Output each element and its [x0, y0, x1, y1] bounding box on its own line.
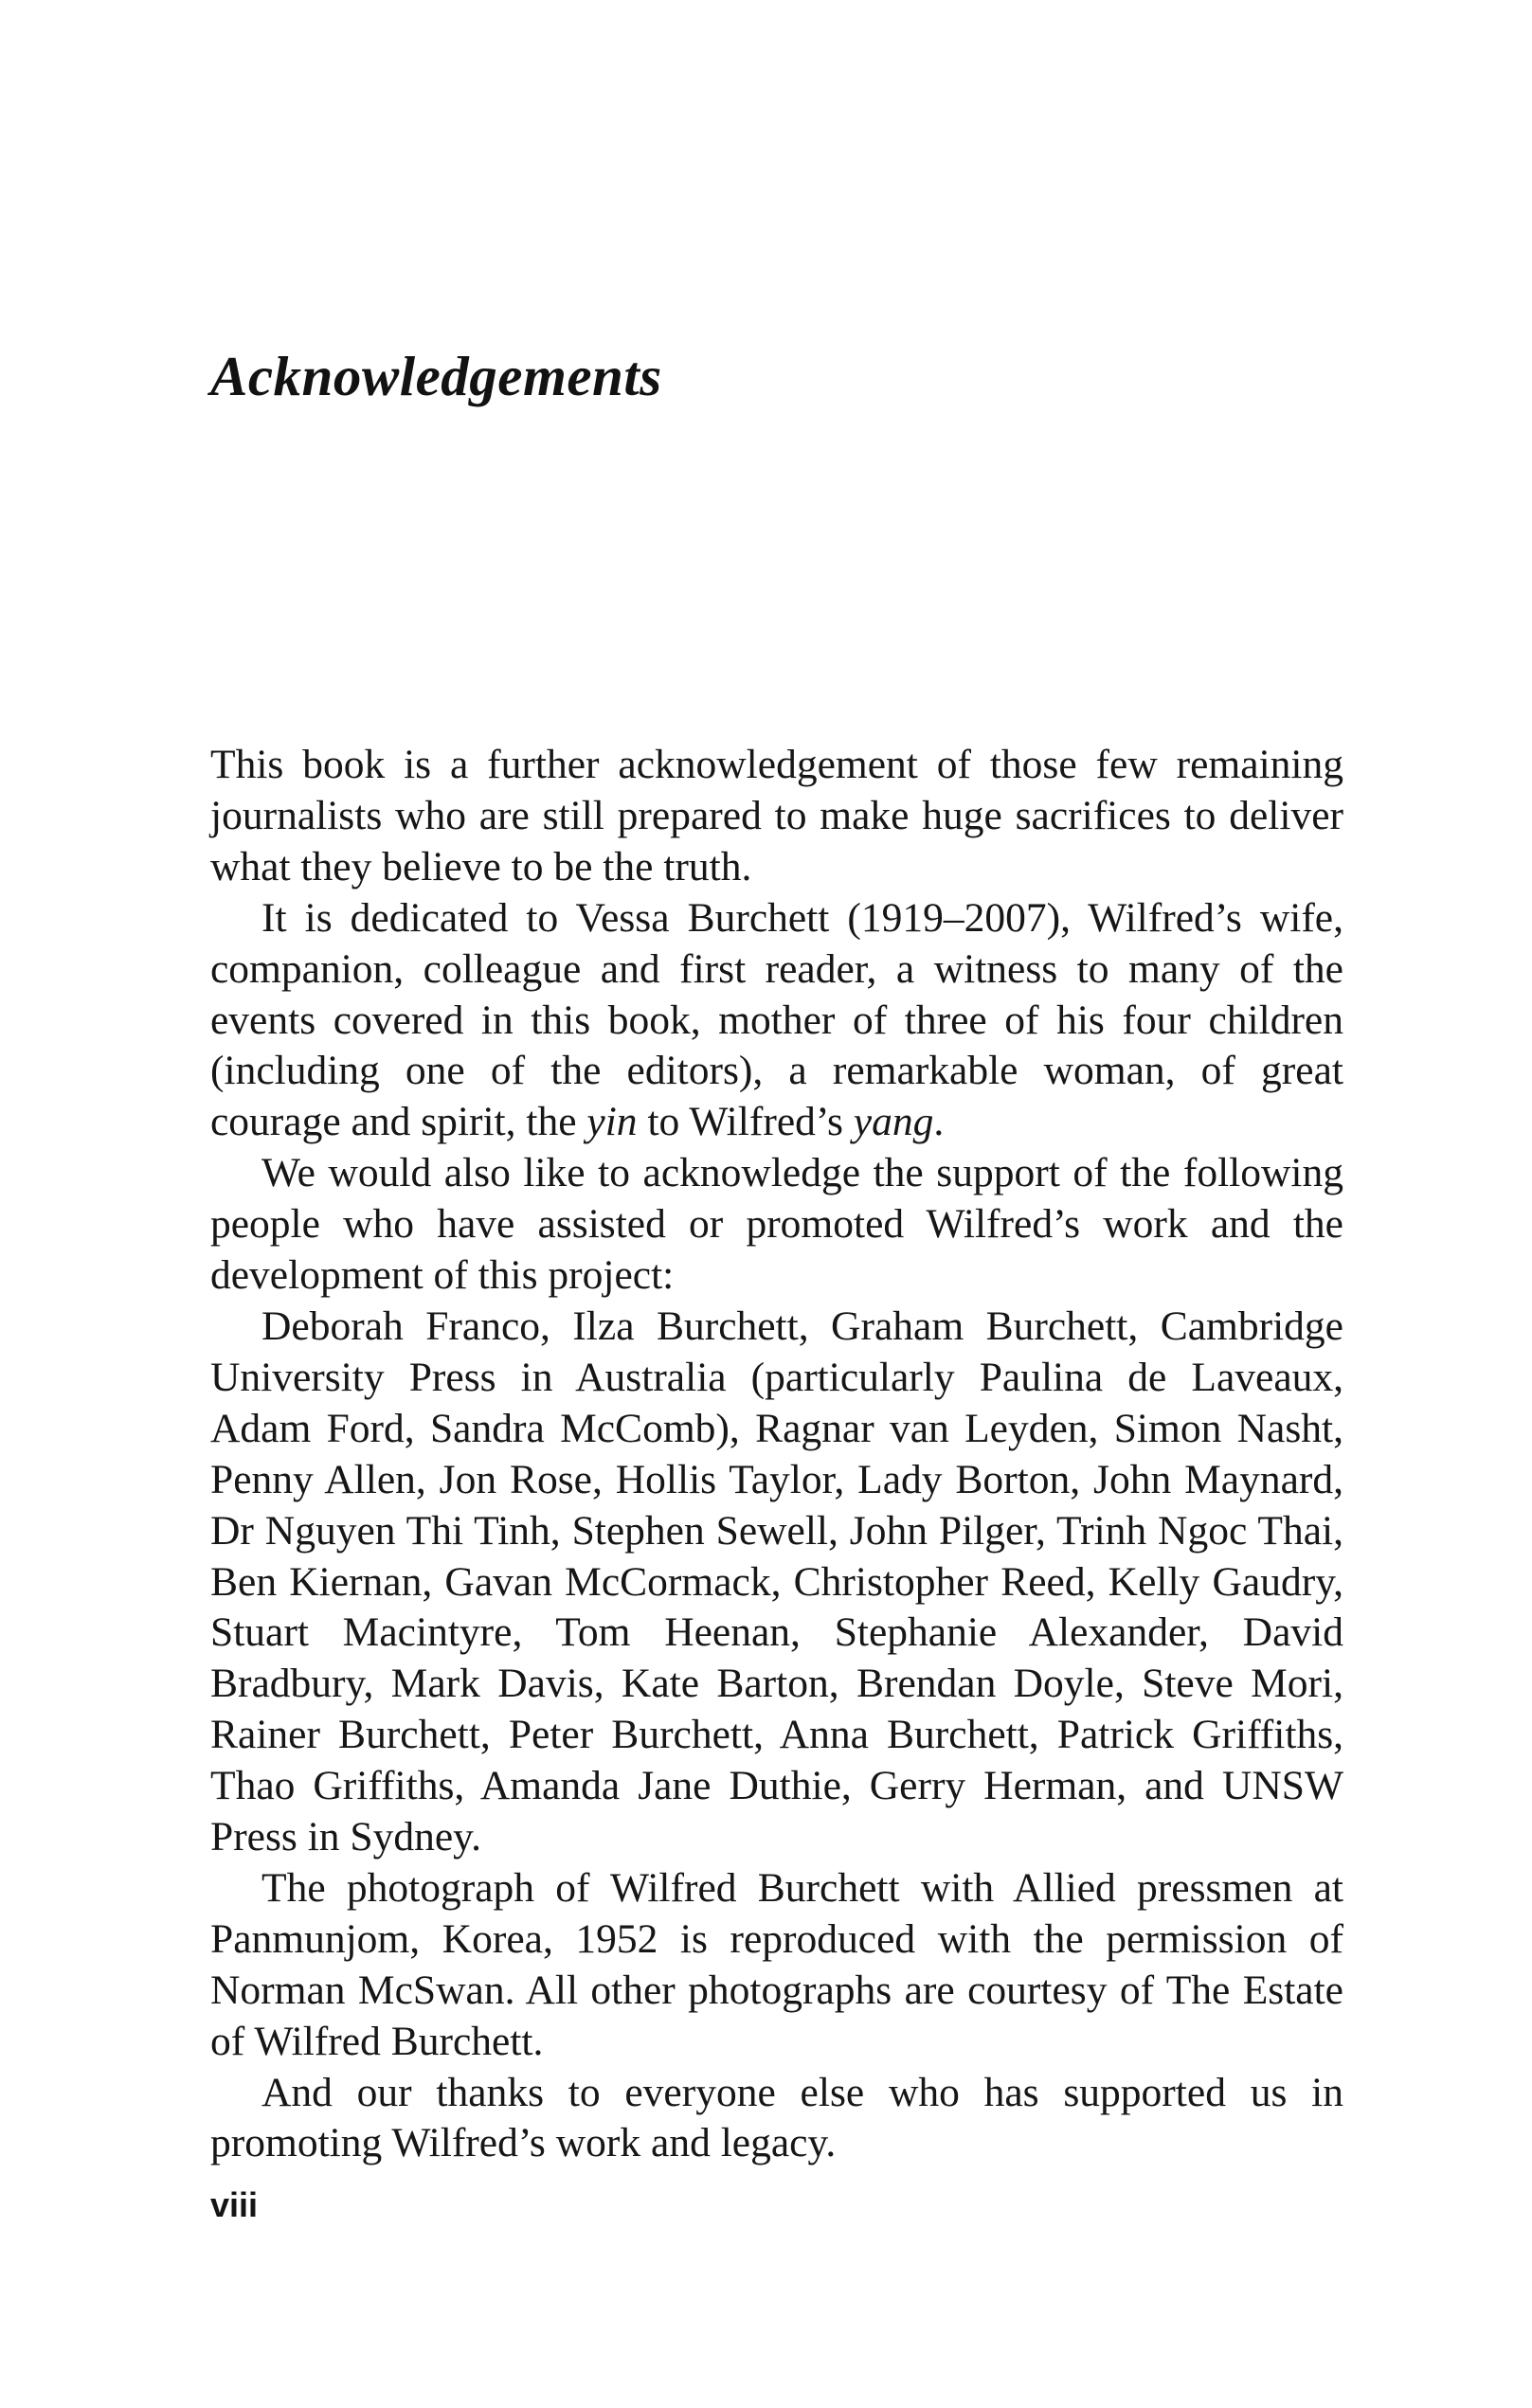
paragraph-text: .: [933, 1099, 945, 1145]
paragraph-vessa-burchett: [210, 893, 1343, 1149]
italic-yang: yang: [853, 1099, 934, 1145]
italic-yin: yin: [586, 1099, 638, 1145]
acknowledgements-body: [210, 740, 1343, 2169]
paragraph-closing-thanks: And our thanks to everyone else who has supported us in promoting Wilfred’s work and legacy.: [210, 2069, 1343, 2166]
paragraph-dedication-intro: This book is a further acknowledgement of those few remaining journalists who are still prepared to make huge sacrifices to deliver what they believe to be the truth.: [210, 742, 1343, 890]
paragraph-text: to Wilfred’s: [637, 1099, 854, 1145]
paragraph-text: It is dedicated to Vessa Burchett (1919–2007), Wilfred’s wife, companion, colleague and first reader, a witness to many of the events covered in this book, mother of three of his four children (including one of the editors), a remarkable woman, of great courage and spirit, the: [210, 894, 1343, 1145]
page-title: Acknowledgements: [210, 345, 662, 407]
page-number: viii: [210, 2185, 259, 2224]
paragraph-names-list: Deborah Franco, Ilza Burchett, Graham Burchett, Cambridge University Press in Australia (particularly Paulina de Laveaux, Adam Ford, Sandra McComb), Ragnar van Leyden, Simon Nasht, Penny Allen, Jon Rose, Hollis Taylor, Lady Borton, John Maynard, Dr Nguyen Thi Tinh, Stephen Sewell, John Pilger, Trinh Ngoc Thai, Ben Kiernan, Gavan McCormack, Christopher Reed, Kelly Gaudry, Stuart Macintyre, Tom Heenan, Stephanie Alexander, David Bradbury, Mark Davis, Kate Barton, Brendan Doyle, Steve Mori, Rainer Burchett, Peter Burchett, Anna Burchett, Patrick Griffiths, Thao Griffiths, Amanda Jane Duthie, Gerry Herman, and UNSW Press in Sydney.: [210, 1303, 1343, 1860]
paragraph-photograph-credit: The photograph of Wilfred Burchett with Allied pressmen at Panmunjom, Korea, 1952 is reproduced with the permission of Norman McSwan. All other photographs are courtesy of The Estate of Wilfred Burchett.: [210, 1864, 1343, 2064]
paragraph-support-intro: We would also like to acknowledge the support of the following people who have assisted or promoted Wilfred’s work and the development of this project:: [210, 1150, 1343, 1299]
